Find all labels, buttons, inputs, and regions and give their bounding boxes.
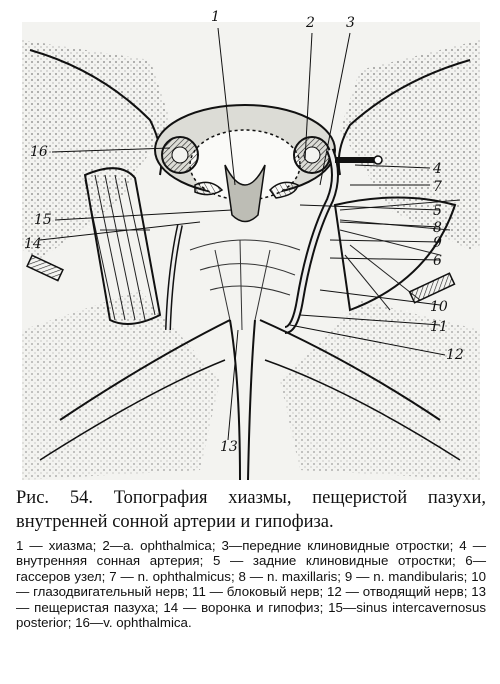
- callout-5: 5: [433, 203, 442, 219]
- callout-12: 12: [446, 347, 464, 363]
- callout-16: 16: [30, 144, 48, 160]
- callout-13: 13: [220, 439, 238, 455]
- callout-2: 2: [306, 15, 315, 31]
- callout-3: 3: [346, 15, 355, 31]
- callout-10: 10: [430, 299, 448, 315]
- callout-8: 8: [433, 220, 442, 236]
- figure-caption: [16, 486, 486, 630]
- callout-14: 14: [24, 236, 42, 252]
- callout-1: 1: [211, 9, 220, 25]
- callout-9: 9: [433, 235, 442, 251]
- callout-15: 15: [34, 212, 52, 228]
- caption-title: Рис. 54. Топография хиазмы, пещеристой пазухи, внутренней сонной артерии и гипофиза.: [16, 488, 486, 532]
- callout-4: 4: [433, 161, 442, 177]
- callout-7: 7: [433, 179, 442, 195]
- caption-legend: 1 — хиазма; 2—a. ophthalmica; 3—передние клиновидные отростки; 4 — внутренняя сонная артерия; 5 — задние клиновидные отростки; 6—гассеров узел; 7 — n. ophthalmicus; 8 — n. maxillaris; 9 — n. mandibularis; 10 — глазодвигательный нерв; 11 — блоковый нерв; 12 — отводящий нерв; 13 — пещеристая пазуха; 14 — воронка и гипофиз; 15—sinus intercavernosus posterior; 16—v. ophthalmica.: [16, 538, 486, 631]
- callout-11: 11: [430, 319, 448, 335]
- callout-6: 6: [433, 253, 442, 269]
